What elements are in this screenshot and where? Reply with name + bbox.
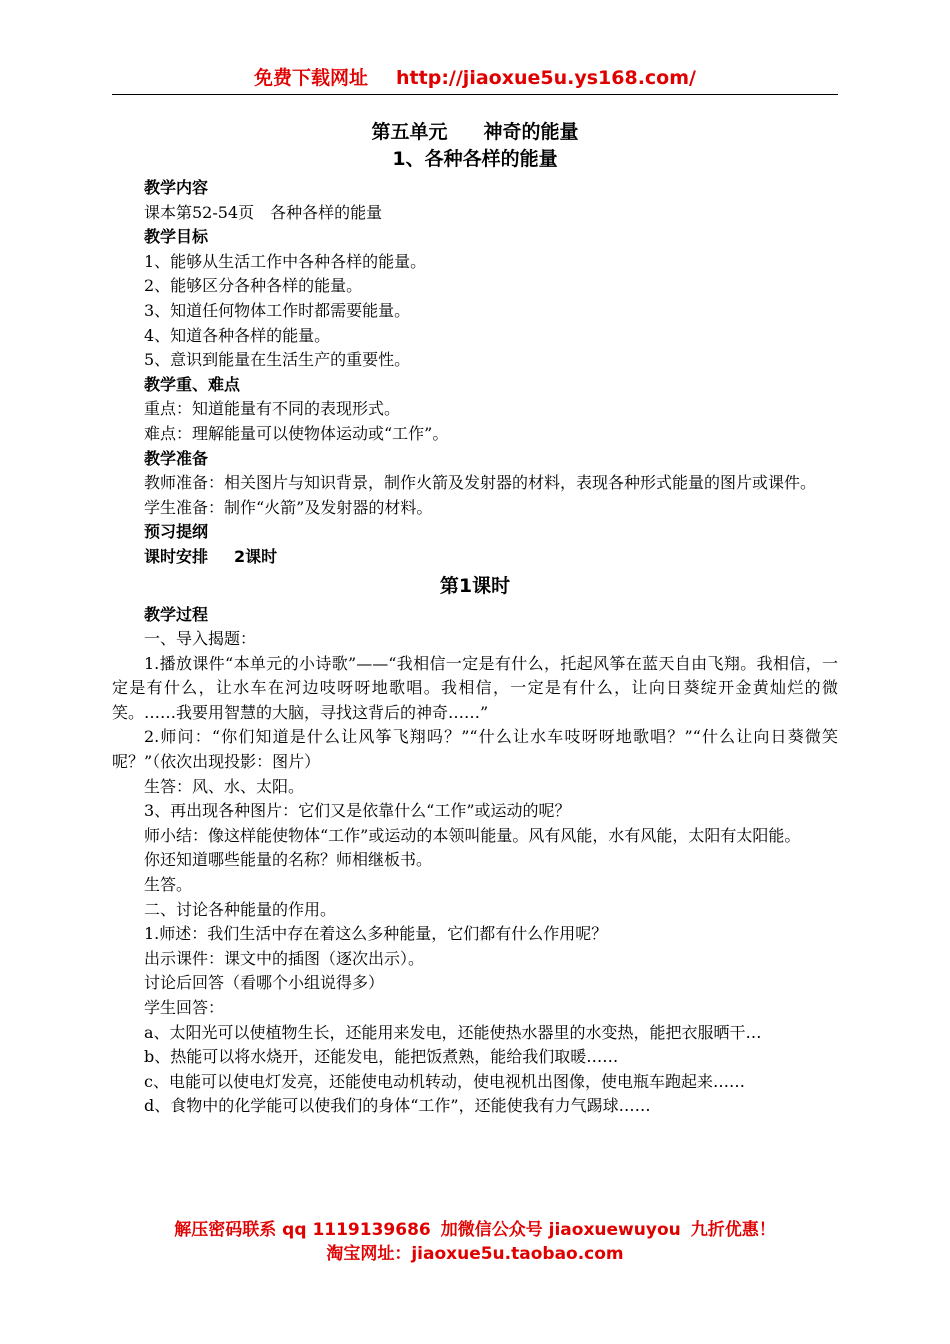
process-paragraph: a、太阳光可以使植物生长，还能用来发电，还能使热水器里的水变热，能把衣服晒干… xyxy=(144,1022,762,1042)
process-paragraph: 3、再出现各种图片：它们又是依靠什么“工作”或运动的呢？ xyxy=(144,801,571,821)
key-point-item: 重点：知道能量有不同的表现形式。 xyxy=(144,399,401,419)
header-label: 免费下载网址 xyxy=(254,67,369,89)
process-paragraph: 生答。 xyxy=(144,875,193,895)
process-paragraph: 你还知道哪些能量的名称？师相继板书。 xyxy=(144,850,433,870)
footer-discount: 九折优惠！ xyxy=(690,1220,776,1240)
goals-heading: 教学目标 xyxy=(144,227,209,247)
unit-title xyxy=(112,118,838,146)
schedule-line xyxy=(112,545,838,570)
preview-heading: 预习提纲 xyxy=(144,522,209,542)
schedule-value: 2课时 xyxy=(234,546,278,566)
document-body xyxy=(112,118,838,1119)
goal-item: 3、知道任何物体工作时都需要能量。 xyxy=(144,300,411,320)
process-paragraph: 学生回答： xyxy=(144,998,225,1017)
key-points-heading: 教学重、难点 xyxy=(144,374,241,394)
lesson-period-title: 第1课时 xyxy=(439,574,511,597)
process-paragraph: 一、导入揭题： xyxy=(144,629,257,649)
goal-item: 4、知道各种各样的能量。 xyxy=(144,325,331,345)
content-heading: 教学内容 xyxy=(144,178,209,197)
process-paragraph: 师小结：像这样能使物体“工作”或运动的本领叫能量。风有风能，水有风能，太阳有太阳能。 xyxy=(144,825,801,845)
content-text: 课本第52-54页 各种各样的能量 xyxy=(144,202,383,222)
goal-item: 2、能够区分各种各样的能量。 xyxy=(144,276,363,296)
prep-item: 学生准备：制作“火箭”及发射器的材料。 xyxy=(144,497,433,517)
process-paragraph: 1.播放课件“本单元的小诗歌”——“我相信一定是有什么，托起风筝在蓝天自由飞翔。我相信，一定是有什么，让水车在河边吱呀呀地歌唱。我相信，一定是有什么，让向日葵绽开金黄灿烂的微笑。……我要用智慧的大脑，寻找这背后的神奇……” xyxy=(112,653,838,722)
process-paragraph: 讨论后回答（看哪个小组说得多） xyxy=(144,973,385,993)
process-paragraph: c、电能可以使电灯发亮，还能使电动机转动，使电视机出图像，使电瓶车跑起来…… xyxy=(144,1071,745,1091)
unit-name: 神奇的能量 xyxy=(483,121,579,143)
process-heading: 教学过程 xyxy=(144,604,209,624)
process-paragraph: 二、讨论各种能量的作用。 xyxy=(144,899,337,919)
footer-contact xyxy=(112,1218,838,1242)
process-paragraph: 出示课件：课文中的插图（逐次出示）。 xyxy=(144,948,425,968)
goal-item: 5、意识到能量在生活生产的重要性。 xyxy=(144,350,411,370)
process-paragraph: d、食物中的化学能可以使我们的身体“工作”，还能使我有力气踢球…… xyxy=(144,1096,651,1116)
header-url-link[interactable]: http://jiaoxue5u.ys168.com/ xyxy=(396,67,696,89)
prep-item: 教师准备：相关图片与知识背景，制作火箭及发射器的材料，表现各种形式能量的图片或课件。 xyxy=(144,473,817,493)
footer-taobao-link[interactable]: 淘宝网址：jiaoxue5u.taobao.com xyxy=(326,1244,624,1264)
process-paragraph: b、热能可以将水烧开，还能发电，能把饭煮熟，能给我们取暖…… xyxy=(144,1047,619,1067)
process-paragraph: 2.师问：“你们知道是什么让风筝飞翔吗？”“什么让水车吱呀呀地歌唱？”“什么让向日葵微笑呢？”（依次出现投影：图片） xyxy=(112,727,838,772)
unit-number: 第五单元 xyxy=(371,121,448,143)
footer-qq: 解压密码联系 qq 1119139686 xyxy=(174,1220,431,1240)
process-paragraph: 1.师述：我们生活中存在着这么多种能量，它们都有什么作用呢？ xyxy=(144,924,608,944)
page-header xyxy=(112,66,838,90)
lesson-title: 1、各种各样的能量 xyxy=(392,148,558,170)
goal-item: 1、能够从生活工作中各种各样的能量。 xyxy=(144,251,427,271)
process-paragraph: 生答：风、水、太阳。 xyxy=(144,776,305,796)
key-point-item: 难点：理解能量可以使物体运动或“工作”。 xyxy=(144,423,449,443)
schedule-label: 课时安排 xyxy=(144,546,209,566)
prep-heading: 教学准备 xyxy=(144,448,209,468)
header-divider xyxy=(112,94,838,95)
footer-wechat: 加微信公众号 jiaoxuewuyou xyxy=(440,1220,681,1240)
